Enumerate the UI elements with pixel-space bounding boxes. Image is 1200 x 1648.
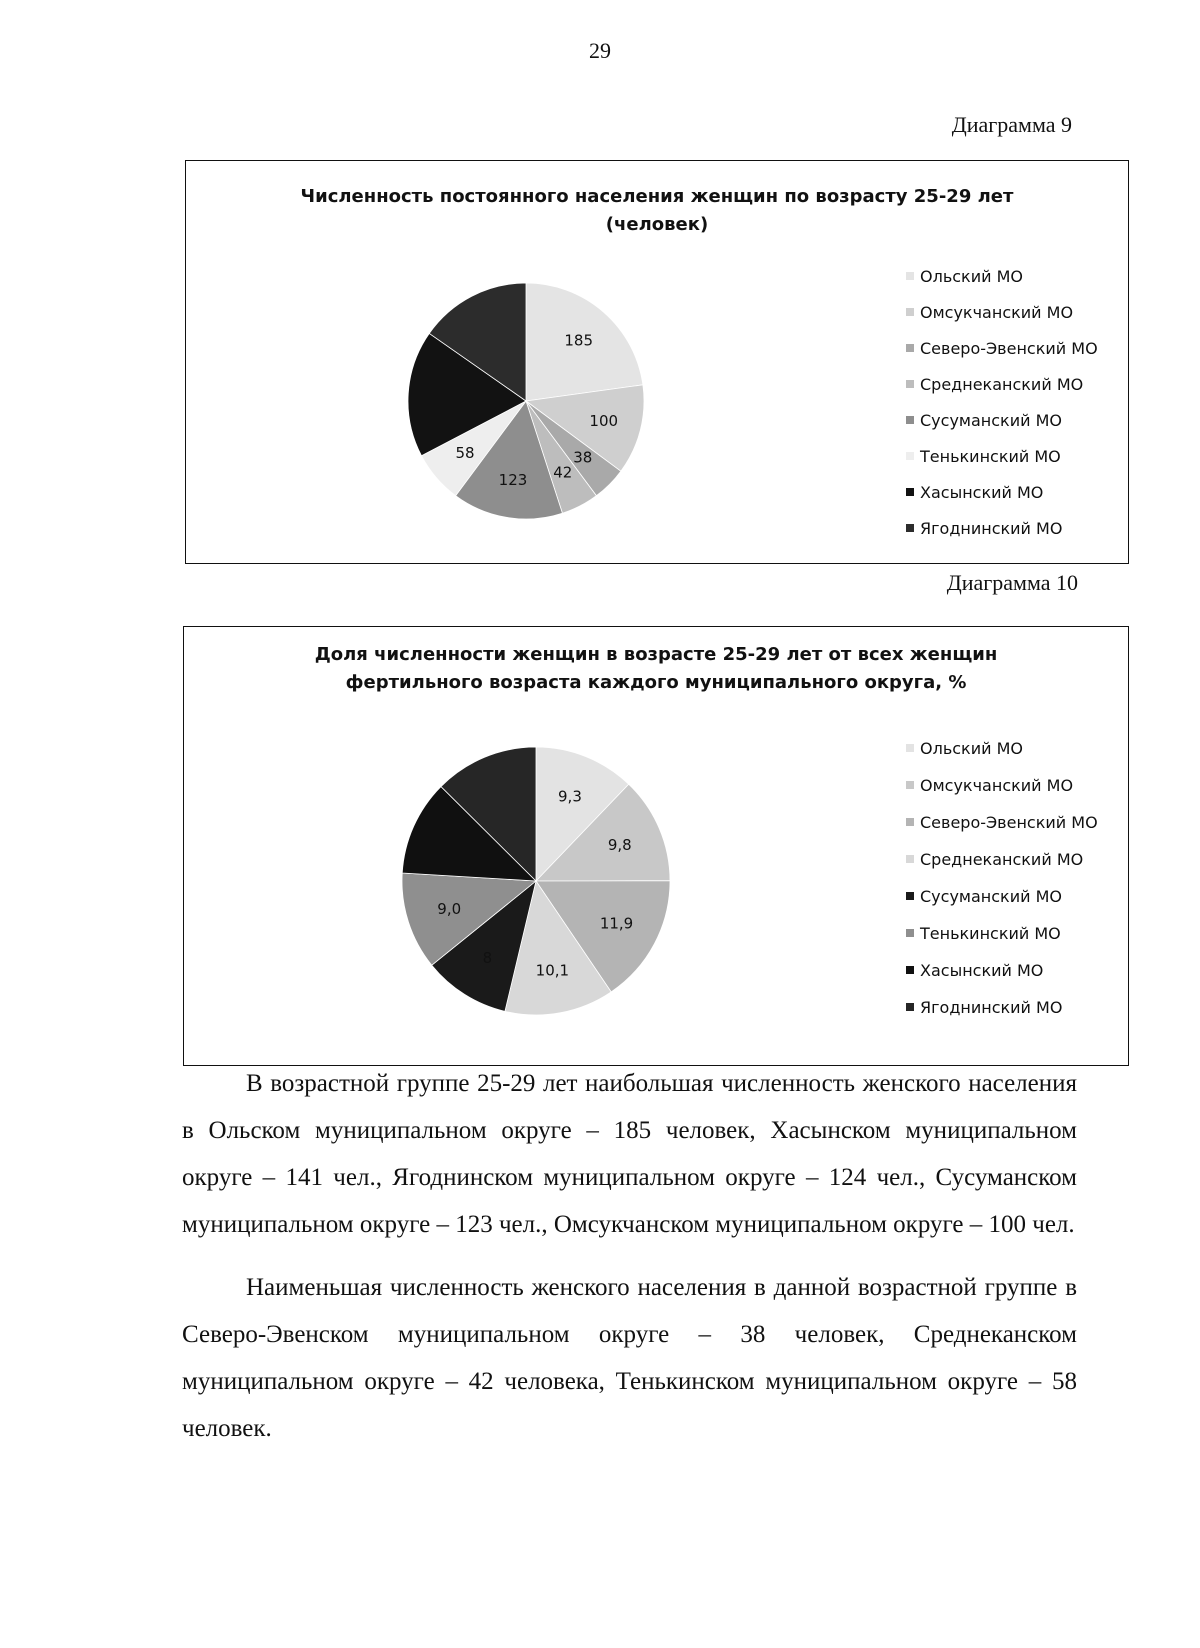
legend-label-6: Тенькинский МО [920, 446, 1061, 466]
legend-label-7: Хасынский МО [920, 960, 1044, 980]
legend-item-7 [906, 481, 1043, 503]
pie-data-label-5: 123 [498, 471, 528, 490]
page-number: 29 [589, 38, 611, 63]
legend-swatch-8 [906, 1003, 914, 1011]
legend-swatch-3 [906, 818, 914, 826]
chart-1-frame [185, 160, 1129, 564]
pie-data-label-3: 11,9 [599, 914, 634, 933]
legend-label-3: Северо-Эвенский МО [920, 338, 1098, 358]
chart-2-legend [906, 737, 1121, 1037]
legend-swatch-2 [906, 781, 914, 789]
legend-item-1 [906, 737, 1023, 759]
legend-item-5 [906, 885, 1062, 907]
chart-2-title [184, 641, 1128, 697]
legend-swatch-4 [906, 855, 914, 863]
legend-label-4: Среднеканский МО [920, 374, 1084, 394]
legend-swatch-5 [906, 416, 914, 424]
legend-swatch-3 [906, 344, 914, 352]
legend-swatch-6 [906, 452, 914, 460]
legend-item-5 [906, 409, 1062, 431]
legend-label-5: Сусуманский МО [920, 886, 1062, 906]
pie-data-label-2: 9,8 [607, 836, 632, 855]
pie-data-label-2: 100 [589, 411, 619, 430]
pie-data-label-5: 8 [482, 949, 493, 968]
legend-item-8 [906, 996, 1062, 1018]
legend-swatch-1 [906, 272, 914, 280]
chart-1-pie [406, 281, 646, 521]
legend-swatch-6 [906, 929, 914, 937]
legend-label-8: Ягоднинский МО [920, 518, 1063, 538]
legend-label-1: Ольский МО [920, 266, 1023, 286]
legend-item-4 [906, 848, 1083, 870]
diagram-10-label: Диаграмма 10 [946, 570, 1078, 595]
legend-label-3: Северо-Эвенский МО [920, 812, 1098, 832]
chart-2-pie [400, 745, 672, 1017]
body-text [182, 1060, 1077, 1452]
pie-data-label-6: 9,0 [437, 899, 462, 918]
legend-label-2: Омсукчанский МО [920, 775, 1074, 795]
legend-item-6 [906, 445, 1061, 467]
legend-label-6: Тенькинский МО [920, 923, 1061, 943]
legend-label-5: Сусуманский МО [920, 410, 1062, 430]
pie-data-label-4: 42 [553, 463, 573, 482]
paragraph-2: Наименьшая численность женского населения в данной возрастной группе в Северо-Эвенском муниципальном округе – 38 человек, Среднеканском муниципальном округе – 42 человека, Тенькинском муниципальном округе – 58 человек. [182, 1274, 1077, 1442]
legend-swatch-7 [906, 488, 914, 496]
legend-swatch-5 [906, 892, 914, 900]
legend-item-3 [906, 811, 1098, 833]
chart-2-title-line-1: Доля численности женщин в возрасте 25-29 лет от всех женщин [314, 644, 998, 665]
pie-data-label-1: 185 [564, 331, 594, 350]
chart-1-title-line-2: (человек) [605, 214, 709, 235]
legend-item-7 [906, 959, 1043, 981]
chart-1-title [186, 183, 1128, 239]
legend-item-2 [906, 774, 1073, 796]
pie-data-label-1: 9,3 [558, 787, 582, 806]
legend-swatch-7 [906, 966, 914, 974]
chart-1-title-line-1: Численность постоянного населения женщин по возрасту 25-29 лет [300, 186, 1014, 207]
legend-swatch-1 [906, 744, 914, 752]
pie-data-label-3: 38 [573, 448, 593, 467]
chart-2-frame [183, 626, 1129, 1066]
pie-data-label-4: 10,1 [535, 961, 570, 980]
legend-swatch-2 [906, 308, 914, 316]
chart-1-legend [906, 265, 1116, 555]
legend-item-6 [906, 922, 1061, 944]
diagram-9-label: Диаграмма 9 [951, 112, 1072, 137]
legend-item-8 [906, 517, 1062, 539]
legend-label-2: Омсукчанский МО [920, 302, 1074, 322]
legend-swatch-8 [906, 524, 914, 532]
legend-item-3 [906, 337, 1098, 359]
legend-label-7: Хасынский МО [920, 482, 1044, 502]
legend-label-4: Среднеканский МО [920, 849, 1084, 869]
chart-2-title-line-2: фертильного возраста каждого муниципального округа, % [345, 672, 967, 693]
legend-item-4 [906, 373, 1083, 395]
legend-swatch-4 [906, 380, 914, 388]
legend-label-1: Ольский МО [920, 738, 1023, 758]
pie-data-label-6: 58 [455, 444, 475, 463]
paragraph-1: В возрастной группе 25-29 лет наибольшая численность женского населения в Ольском муниципальном округе – 185 человек, Хасынском муниципальном округе – 141 чел., Ягоднинском муниципальном округе – 124 чел., Сусуманском муниципальном округе – 123 чел., Омсукчанском муниципальном округе – 100 чел. [182, 1070, 1077, 1238]
legend-label-8: Ягоднинский МО [920, 997, 1063, 1017]
legend-item-1 [906, 265, 1023, 287]
legend-item-2 [906, 301, 1073, 323]
